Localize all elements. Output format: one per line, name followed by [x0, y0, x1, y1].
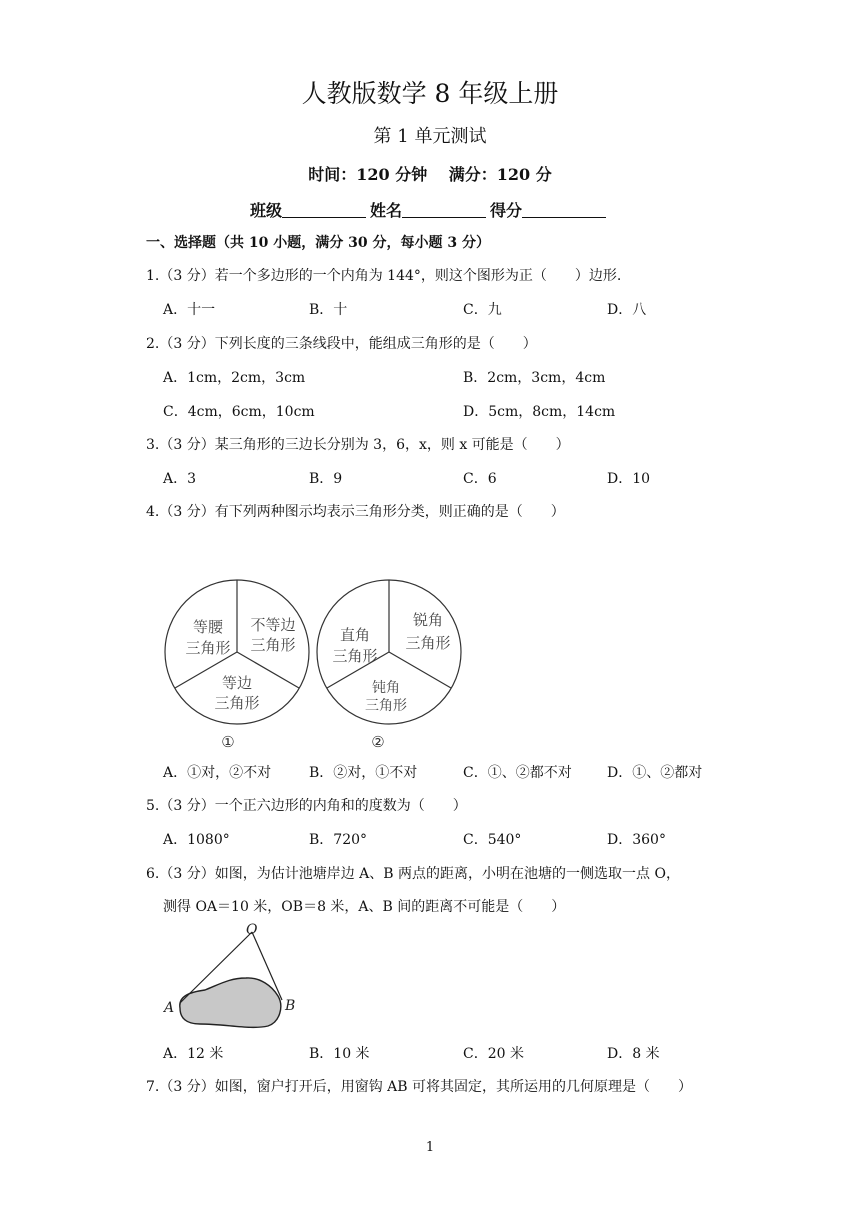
q6-option-a[interactable]: A．12 米	[163, 1046, 224, 1062]
time-limit: 时间：120 分钟	[308, 165, 428, 184]
q3-option-c[interactable]: C．6	[463, 471, 497, 487]
q2-option-b[interactable]: B．2cm，3cm，4cm	[463, 370, 606, 386]
c2-right-line2: 三角形	[332, 647, 378, 665]
page-number: 1	[425, 1140, 435, 1155]
score-blank[interactable]	[522, 201, 606, 218]
name-blank[interactable]	[402, 201, 486, 218]
name-label: 姓名	[369, 201, 402, 220]
page-subtitle: 第 1 单元测试	[373, 126, 487, 147]
question-6: 6.（3 分）如图，为估计池塘岸边 A、B 两点的距离，小明在池塘的一侧选取一点 O，	[146, 866, 680, 882]
q4-option-b[interactable]: B．②对，①不对	[309, 765, 418, 781]
q3-option-b[interactable]: B．9	[309, 471, 343, 487]
section-title: 一、选择题（共 10 小题，满分 30 分，每小题 3 分）	[146, 235, 490, 251]
q6-option-c[interactable]: C．20 米	[463, 1046, 524, 1062]
c1-equilateral-line1: 等边	[221, 674, 253, 692]
q3-option-d[interactable]: D．10	[607, 471, 651, 487]
q3-option-a[interactable]: A．3	[163, 471, 197, 487]
q4-option-a[interactable]: A．①对，②不对	[163, 765, 272, 781]
c1-scalene-line2: 三角形	[250, 636, 296, 654]
question-3: 3.（3 分）某三角形的三边长分别为 3，6，x，则 x 可能是（ ）	[146, 437, 570, 453]
question-2: 2.（3 分）下列长度的三条线段中，能组成三角形的是（ ）	[146, 336, 537, 352]
q1-option-b[interactable]: B．十	[309, 302, 348, 318]
classification-circle-2	[317, 580, 461, 751]
c1-scalene-line1: 不等边	[250, 616, 296, 634]
q6-option-d[interactable]: D．8 米	[607, 1046, 660, 1062]
triangle-classification-figure	[160, 572, 470, 752]
class-label: 班级	[249, 201, 282, 220]
q2-option-a[interactable]: A．1cm，2cm，3cm	[163, 370, 306, 386]
pond-figure	[160, 920, 310, 1035]
question-6-line2: 测得 OA＝10 米，OB＝8 米，A、B 间的距离不可能是（ ）	[163, 899, 566, 915]
q5-option-b[interactable]: B．720°	[309, 832, 368, 848]
pond-shape	[180, 978, 281, 1027]
c1-isosceles-line2: 三角形	[185, 639, 231, 657]
question-7: 7.（3 分）如图，窗户打开后，用窗钩 AB 可将其固定，其所运用的几何原理是（ ）	[146, 1079, 693, 1095]
point-b-label: B	[285, 998, 296, 1014]
q4-option-d[interactable]: D．①、②都对	[607, 765, 703, 781]
q6-option-b[interactable]: B．10 米	[309, 1046, 370, 1062]
q2-option-d[interactable]: D．5cm，8cm，14cm	[463, 404, 616, 420]
q5-option-a[interactable]: A．1080°	[163, 832, 230, 848]
figure-label-1: ①	[221, 733, 235, 751]
q1-option-d[interactable]: D．八	[607, 302, 647, 318]
question-4: 4.（3 分）有下列两种图示均表示三角形分类，则正确的是（ ）	[146, 504, 565, 520]
c2-obtuse-line2: 三角形	[365, 698, 407, 714]
q2-option-c[interactable]: C．4cm，6cm，10cm	[163, 404, 315, 420]
c2-acute-line1: 锐角	[412, 611, 444, 629]
q5-option-c[interactable]: C．540°	[463, 832, 522, 848]
student-fields	[0, 198, 860, 221]
full-score: 满分：120 分	[448, 165, 552, 184]
c2-right-line1: 直角	[339, 626, 371, 644]
q1-option-c[interactable]: C．九	[463, 302, 502, 318]
c1-equilateral-line2: 三角形	[214, 694, 260, 712]
c2-obtuse-line1: 钝角	[372, 680, 400, 696]
class-blank[interactable]	[282, 201, 366, 218]
page-title: 人教版数学 8 年级上册	[301, 79, 559, 108]
q5-option-d[interactable]: D．360°	[607, 832, 666, 848]
q4-option-c[interactable]: C．①、②都不对	[463, 765, 572, 781]
point-a-label: A	[164, 1000, 175, 1016]
c2-acute-line2: 三角形	[405, 634, 451, 652]
point-o-label: O	[246, 922, 258, 938]
question-5: 5.（3 分）一个正六边形的内角和的度数为（ ）	[146, 798, 467, 814]
exam-meta	[0, 162, 860, 185]
classification-circle-1	[165, 580, 309, 751]
figure-label-2: ②	[371, 733, 385, 751]
q1-option-a[interactable]: A．十一	[163, 302, 216, 318]
score-label: 得分	[490, 201, 523, 220]
question-1: 1.（3 分）若一个多边形的一个内角为 144°，则这个图形为正（ ）边形.	[146, 268, 622, 284]
c1-isosceles-line1: 等腰	[192, 618, 224, 636]
